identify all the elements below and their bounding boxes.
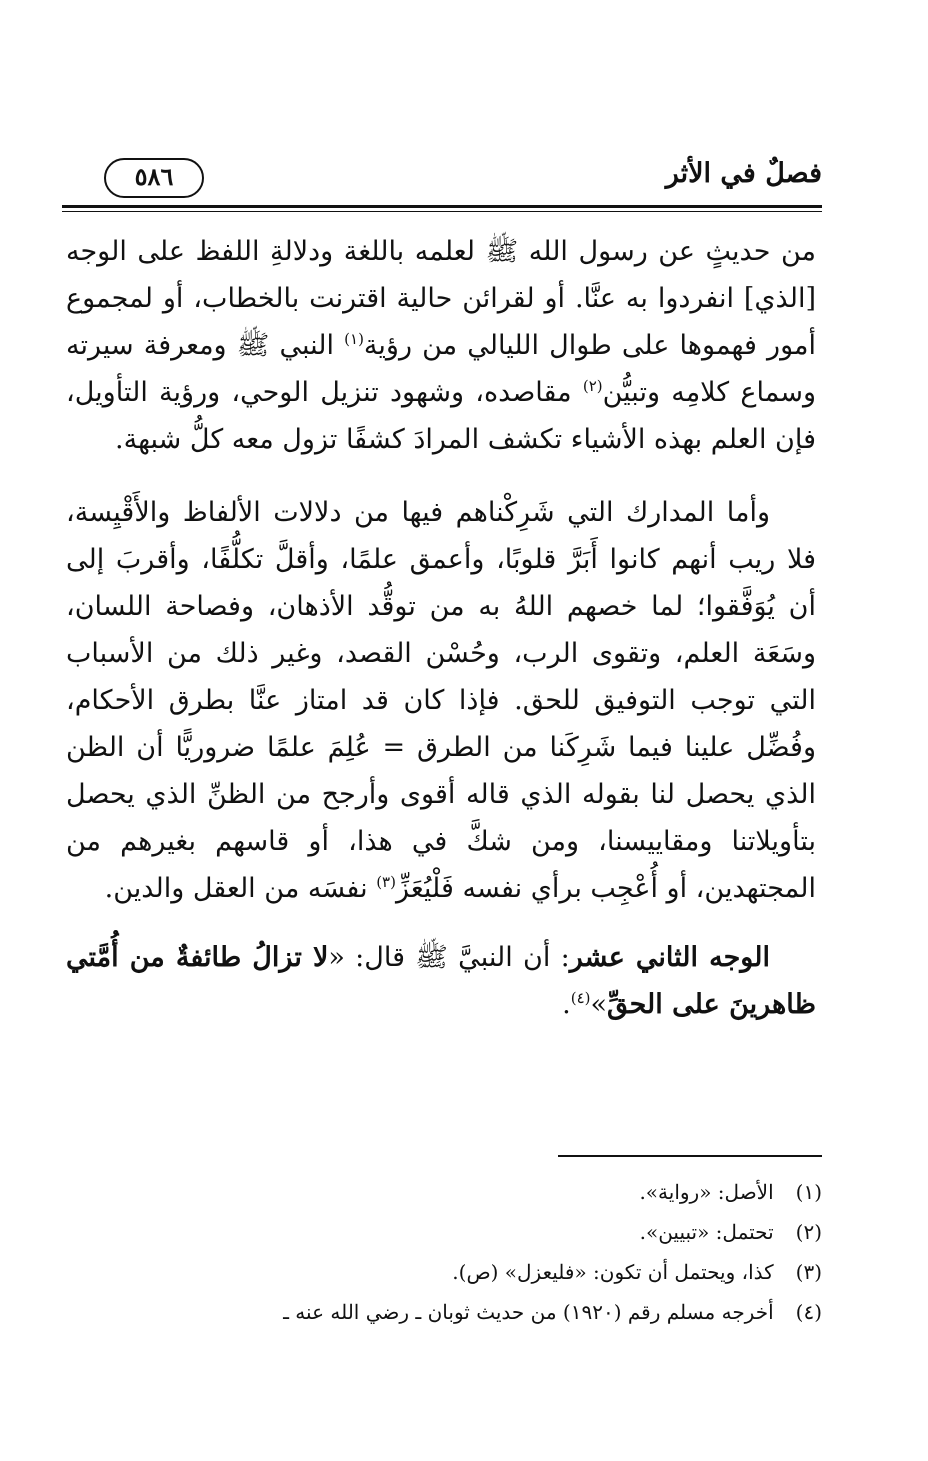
text-run: النبي ﷺ ومعرفة سيرته وسماع كلامِه وتبيُّن: [66, 330, 816, 408]
footnote-number: (٣): [795, 1260, 822, 1284]
text-run: وأما المدارك التي شَرِكْناهم فيها من دلالات الألفاظ والأَقْيِسة، فلا ريب أنهم كانوا أَبَرَّ قلوبًا، وأعمق علمًا، وأقلَّ تكلُّفًا، وأقربَ إلى أن يُوَفَّقوا؛ لما خصهم اللهُ به من توقُّد الأذهان، وفصاحة اللسان، وسَعَة العلم، وتقوى الرب، وحُسْن القصد، وغير ذلك من الأسباب التي توجب التوفيق للحق. فإذا كان قد امتاز عنَّا بطرق الأحكام، وفُضِّل علينا فيما شَرِكَنا من الطرق = عُلِمَ علمًا ضروريًّا أن الظن الذي يحصل لنا بقوله الذي قاله أقوى وأرجح من الظنِّ الذي يحصل بتأويلاتنا ومقاييسنا، ومن شكَّ في هذا، أو قاسهم بغيرهم من المجتهدين، أو أُعْجِب برأي نفسه فَلْيُعَزِّ: [66, 497, 816, 904]
paragraph-3: [66, 934, 816, 1028]
footnote-ref-2: (٢): [582, 377, 603, 395]
footnote-number: (٤): [795, 1300, 822, 1324]
text-run: : أن النبيَّ ﷺ قال: «: [328, 942, 570, 973]
footnote-text: الأصل: «رواية».: [639, 1180, 774, 1204]
header-rule-thick: [62, 205, 822, 208]
footnote-text: أخرجه مسلم رقم (١٩٢٠) من حديث ثوبان ـ رضي الله عنه ـ: [283, 1300, 774, 1324]
footnotes-list: [66, 1172, 822, 1332]
footnote-item: [66, 1292, 822, 1332]
section-heading: الوجه الثاني عشر: [569, 942, 770, 973]
paragraph-1: [66, 228, 816, 463]
main-text: [66, 228, 816, 1028]
footnote-text: تحتمل: «تبيين».: [639, 1220, 774, 1244]
chapter-title: فصلٌ في الأثر: [665, 158, 822, 189]
hadith-quote: لا تزالُ طائفةٌ من أُمَّتي ظاهرينَ على الحقِّ: [66, 942, 816, 1020]
text-run: نفسَه من العقل والدين.: [104, 873, 377, 904]
text-run: مقاصده، وشهود تنزيل الوحي، ورؤية التأويل، فإن العلم بهذه الأشياء تكشف المرادَ كشفًا تزول معه كلُّ شبهة.: [66, 377, 816, 455]
paragraph-2: [66, 489, 816, 912]
footnote-separator: [558, 1155, 822, 1157]
footnote-number: (١): [795, 1180, 822, 1204]
footnote-item: [66, 1172, 822, 1212]
header-rule-thin: [62, 211, 822, 212]
page-number-badge: ٥٨٦: [104, 158, 204, 198]
page-header: [62, 152, 822, 204]
footnote-ref-1: (١): [344, 330, 364, 348]
footnote-ref-3: (٣): [376, 873, 396, 891]
footnote-item: [66, 1252, 822, 1292]
text-run: من حديثٍ عن رسول الله ﷺ لعلمه باللغة ودلالةِ اللفظ على الوجه [الذي] انفردوا به عنَّا. أو لقرائن حالية اقترنت بالخطاب، أو لمجموع أمور فهموها على طوال الليالي من رؤية: [66, 236, 816, 361]
footnote-ref-4: (٤): [570, 989, 591, 1007]
text-run: .: [562, 989, 571, 1020]
footnote-number: (٢): [795, 1220, 822, 1244]
footnote-text: كذا، ويحتمل أن تكون: «فليعزل» (ص).: [452, 1260, 774, 1284]
text-run: »: [590, 989, 608, 1020]
footnote-item: [66, 1212, 822, 1252]
